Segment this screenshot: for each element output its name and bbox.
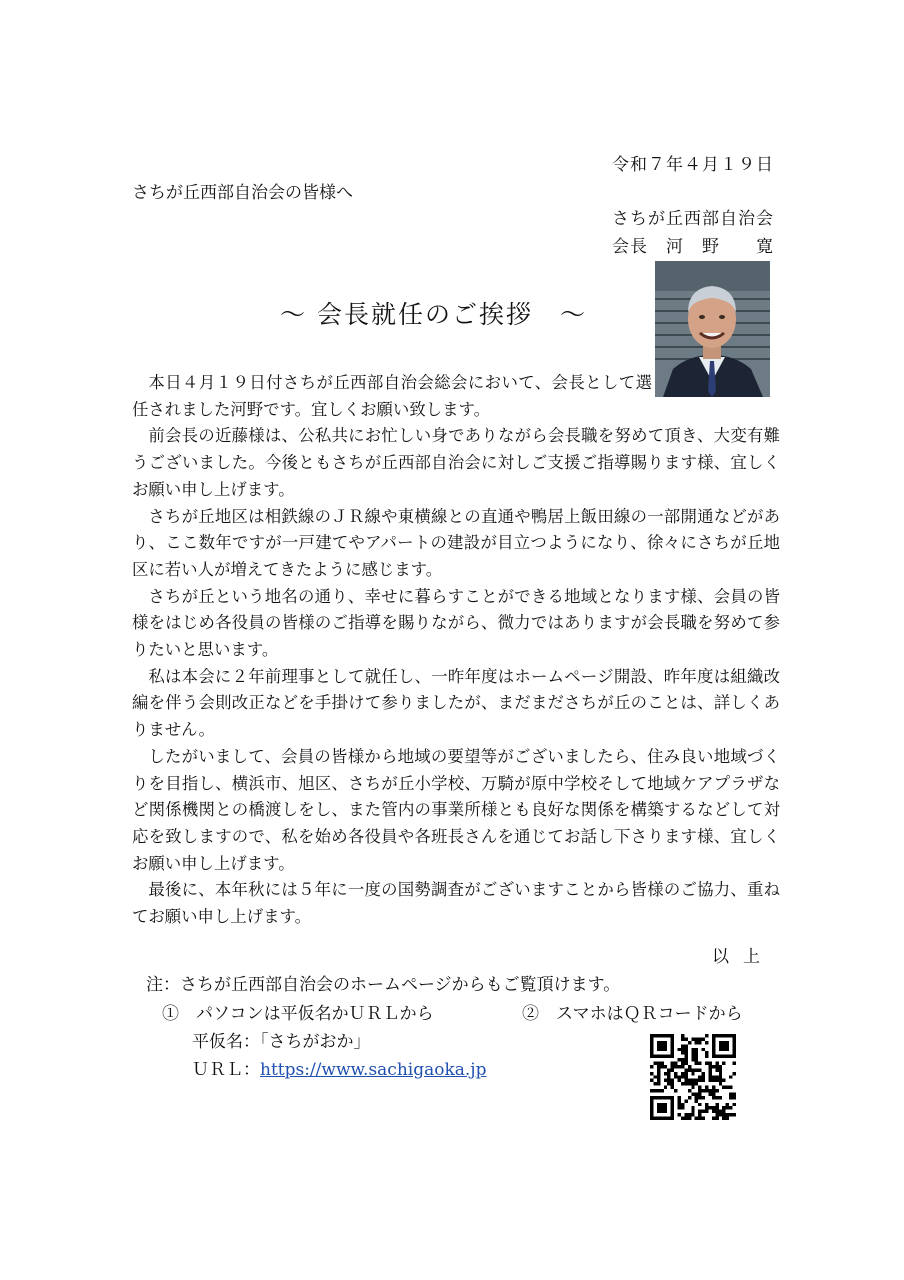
kana-search-term: 平仮名：「さちがおか」 <box>192 1032 371 1052</box>
paragraph: 私は本会に２年前理事として就任し、一昨年度はホームページ開設、昨年度は組織改編を伴う会則改正などを手掛けて参りましたが、まだまださちが丘のことは、詳しくありません。 <box>132 666 780 740</box>
url-label: ＵＲＬ： <box>192 1060 260 1080</box>
paragraph: 本日４月１９日付さちが丘西部自治会総会において、会長として選任されました河野です。宜しくお願い致します。 <box>132 373 652 419</box>
closing-remark: 以上 <box>712 947 774 967</box>
letter-body <box>132 370 780 931</box>
salutation: さちが丘西部自治会の皆様へ <box>132 183 353 203</box>
pc-access-method: ① パソコンは平仮名かＵＲＬから <box>162 1004 434 1024</box>
homepage-note: 注：さちが丘西部自治会のホームページからもご覧頂けます。 <box>146 975 621 995</box>
qr-code[interactable] <box>650 1034 736 1120</box>
url-line <box>192 1057 486 1084</box>
paragraph: さちが丘地区は相鉄線のＪＲ線や東横線との直通や鴨居上飯田線の一部開通などがあり、ここ数年ですが一戸建てやアパートの建設が目立つようになり、徐々にさちが丘地区に若い人が増えてきたように感じます。 <box>132 506 780 579</box>
qr-code-icon <box>650 1034 736 1120</box>
paragraph: さちが丘という地名の通り、幸せに暮らすことができる地域となります様、会員の皆様をはじめ各役員の皆様のご指導を賜りながら、微力ではありますが会長職を努めて参りたいと思います。 <box>132 586 780 660</box>
paragraph: 前会長の近藤様は、公私共にお忙しい身でありながら会長職を努めて頂き、大変有難うございました。今後ともさちが丘西部自治会に対しご支援ご指導賜ります様、宜しくお願い申し上げます。 <box>132 426 780 499</box>
smartphone-access-method: ② スマホはＱＲコードから <box>522 1004 743 1024</box>
paragraph: 最後に、本年秋には５年に一度の国勢調査がございますことから皆様のご協力、重ねてお願い申し上げます。 <box>132 880 780 927</box>
document-date: 令和７年４月１９日 <box>612 155 774 175</box>
sender-organization: さちが丘西部自治会 <box>612 209 774 229</box>
homepage-link[interactable]: https://www.sachigaoka.jp <box>260 1060 487 1080</box>
paragraph: したがいまして、会員の皆様から地域の要望等がございましたら、住み良い地域づくりを目指し、横浜市、旭区、さちが丘小学校、万騎が原中学校そして地域ケアプラザなど関係機関との橋渡しをし、また管内の事業所様とも良好な関係を構築するなどして対応を致しますので、私を始め各役員や各班長さんを通じてお話し下さります様、宜しくお願い申し上げます。 <box>132 746 780 873</box>
letter-title: ～ 会長就任のご挨拶 ～ <box>280 300 587 329</box>
sender-name: 会長 河 野 寛 <box>612 237 774 257</box>
